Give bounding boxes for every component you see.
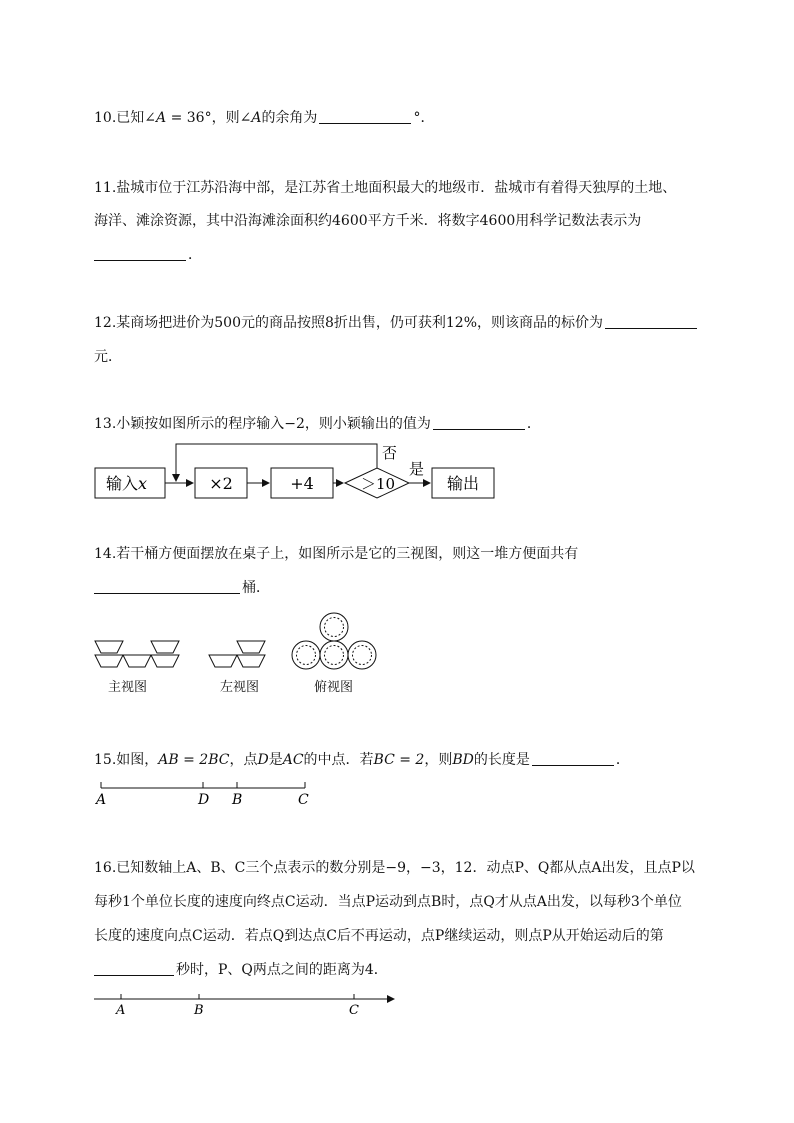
top-view-caption: 俯视图 bbox=[314, 680, 354, 695]
numline-b-label: B bbox=[194, 1003, 204, 1018]
flow-output-label: 输出 bbox=[446, 474, 480, 493]
answer-blank-16[interactable] bbox=[94, 961, 174, 976]
top-view bbox=[292, 613, 376, 669]
question-12-line2: 元． bbox=[94, 349, 122, 365]
flow-no-label: 否 bbox=[382, 444, 398, 462]
flow-loop-arrow bbox=[176, 444, 377, 481]
question-16-line2: 每秒1个单位长度的速度向终点C运动．当点P运动到点B时，点Q才从点A出发，以每秒3个单位 bbox=[94, 894, 682, 910]
q15-text: 是 bbox=[268, 752, 283, 768]
q15-eq: AB = 2BC bbox=[158, 752, 230, 768]
front-view-caption: 主视图 bbox=[108, 680, 148, 695]
question-11-line2: 海洋、滩涂资源，其中沿海滩涂面积约4600平方千米．将数字4600用科学记数法表示为 bbox=[94, 213, 642, 229]
segment-figure bbox=[101, 782, 305, 788]
numline-a-label: A bbox=[116, 1003, 126, 1018]
q10-var: A bbox=[156, 110, 167, 126]
question-14-line2 bbox=[94, 578, 270, 598]
question-15 bbox=[94, 750, 630, 770]
numline-c-label: C bbox=[349, 1003, 359, 1018]
front-view bbox=[95, 641, 179, 667]
number-line bbox=[94, 994, 394, 999]
answer-blank-14[interactable] bbox=[94, 579, 240, 594]
q12-text: 12.某商场把进价为500元的商品按照8折出售，仍可获利12%，则该商品的标价为 bbox=[94, 315, 604, 331]
point-a-label: A bbox=[96, 792, 107, 808]
q15-text: 15.如图， bbox=[94, 752, 159, 768]
flow-yes-label: 是 bbox=[409, 460, 425, 478]
question-16-line4 bbox=[94, 960, 388, 980]
flow-step2-label: +4 bbox=[290, 474, 314, 493]
q10-text: = 36°，则∠ bbox=[166, 110, 252, 126]
q10-var: A bbox=[251, 110, 262, 126]
point-b-label: B bbox=[232, 792, 243, 808]
left-view-caption: 左视图 bbox=[220, 680, 260, 695]
q15-var: D bbox=[257, 752, 269, 768]
question-11-line1: 11.盐城市位于江苏沿海中部，是江苏省土地面积最大的地级市．盐城市有着得天独厚的土地、 bbox=[94, 180, 677, 196]
flow-input-label: 输入x bbox=[106, 474, 148, 493]
q13-suffix: ． bbox=[526, 416, 541, 432]
question-16-line3: 长度的速度向点C运动．若点Q到达点C后不再运动，点P继续运动，则点P从开始运动后的第 bbox=[94, 928, 664, 944]
q15-eq: BC = 2 bbox=[373, 752, 425, 768]
q15-text: 的中点．若 bbox=[303, 752, 374, 768]
q14-suffix: 桶． bbox=[242, 580, 270, 596]
flow-step1-label: ×2 bbox=[209, 474, 233, 493]
q13-text: 13.小颖按如图所示的程序输入−2，则小颖输出的值为 bbox=[94, 416, 431, 432]
q15-suffix: ． bbox=[615, 752, 630, 768]
answer-blank-15[interactable] bbox=[532, 751, 614, 766]
question-16-line1: 16.已知数轴上A、B、C三个点表示的数分别是−9，−3，12．动点P、Q都从点A出发，且点P以 bbox=[94, 860, 695, 876]
q15-var: AC bbox=[282, 752, 304, 768]
flow-condition-label: ＞10 bbox=[360, 475, 396, 493]
q10-text: 的余角为 bbox=[261, 110, 318, 126]
left-view bbox=[209, 641, 265, 667]
q11-suffix: ． bbox=[188, 247, 202, 263]
q10-text: 10.已知∠ bbox=[94, 110, 156, 126]
q15-var: BD bbox=[452, 752, 474, 768]
point-c-label: C bbox=[298, 792, 309, 808]
q15-text: ，点 bbox=[229, 752, 258, 768]
q15-text: ，则 bbox=[424, 752, 453, 768]
question-14-line1: 14.若干桶方便面摆放在桌子上，如图所示是它的三视图，则这一堆方便面共有 bbox=[94, 546, 579, 562]
q10-suffix: °． bbox=[413, 110, 435, 126]
q15-text: 的长度是 bbox=[473, 752, 530, 768]
q16-suffix: 秒时，P、Q两点之间的距离为4． bbox=[176, 962, 388, 978]
point-d-label: D bbox=[198, 792, 210, 808]
